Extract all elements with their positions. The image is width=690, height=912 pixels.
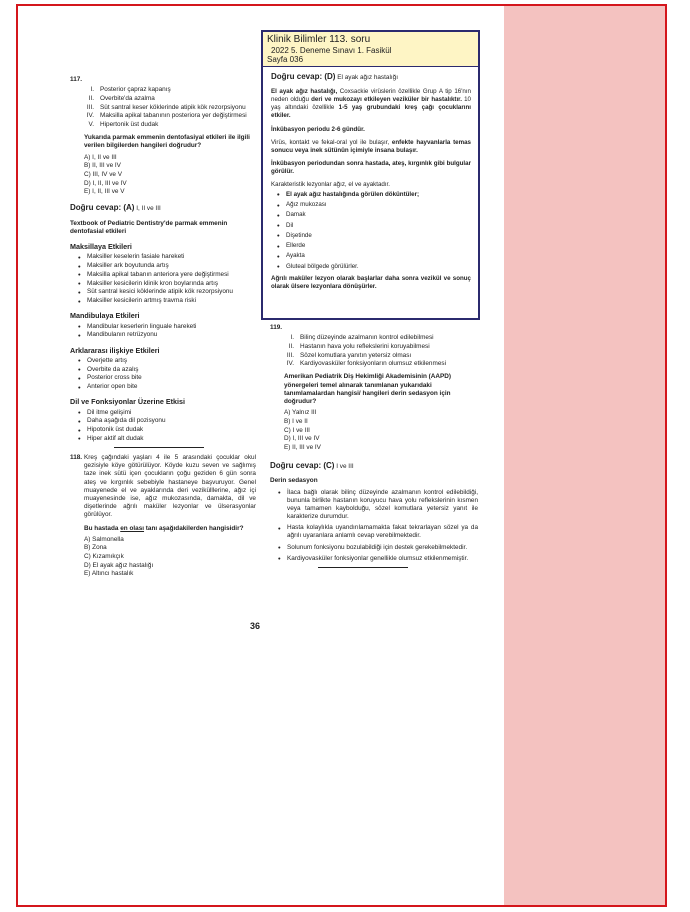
answer-option[interactable]: B) I ve II: [284, 417, 308, 425]
section-title: Arklararası ilişkiye Etkileri: [70, 345, 160, 355]
list-item: • Maksilla apikal tabanın anteriora yere değiştirmesi: [78, 271, 256, 279]
paragraph: Ağrılı maküler lezyon olarak başlarlar daha sonra vezikül ve sonuç olarak ülsere lezyonlara dönüşürler.: [271, 274, 471, 290]
paragraph: İnkübasyon periodundan sonra hastada, ateş, kırgınlık gibi bulgular görülür.: [271, 159, 471, 175]
list-item: I. Bilinç düzeyinde azalmanın kontrol edilebilmesi: [290, 334, 434, 342]
list-item: • Dil: [277, 222, 471, 230]
list-item: • El ayak ağız hastalığında görülen döküntüler;: [277, 191, 471, 199]
list-item: • Maksiller kesicilerin klinik kron boylarında artış: [78, 280, 256, 288]
section-title: Derin sedasyon: [270, 477, 318, 485]
answer-text: I, II ve III: [136, 205, 161, 213]
question-119-items: [270, 334, 478, 368]
answer-text: I ve III: [336, 463, 354, 471]
list-item: V. Hipertonik üst dudak: [88, 120, 159, 128]
answer-box-body: [263, 67, 478, 298]
bullet-list: [78, 253, 256, 305]
list-item: II. Overbite'da azalma: [88, 94, 155, 102]
list-item: III. Süt santral keser köklerinde atipik kök rezorpsiyonu: [86, 103, 246, 111]
left-column: [70, 76, 256, 579]
answer-text: El ayak ağız hastalığı: [337, 73, 398, 81]
answer-label: Doğru cevap: (A): [70, 203, 135, 213]
list-item: • Dil itme gelişimi: [78, 409, 256, 417]
question-118-options: [84, 536, 256, 579]
section-title: Dil ve Fonksiyonlar Üzerine Etkisi: [70, 397, 186, 407]
answer-box-header: [263, 32, 478, 67]
bullet-list: [78, 357, 256, 392]
bullet-list: [78, 409, 256, 444]
list-item: • Ellerde: [277, 242, 471, 250]
answer-option[interactable]: C) I ve III: [284, 426, 310, 434]
answer-option[interactable]: E) Altıncı hastalık: [84, 570, 134, 578]
paragraph: Karakteristik lezyonlar ağız, el ve ayaktadır.: [271, 180, 390, 188]
answer-box: [261, 30, 480, 320]
bullet-list: [278, 489, 478, 564]
list-item: II. Hastanın hava yolu reflekslerini koruyabilmesi: [288, 342, 430, 350]
list-item: • Ağız mukozası: [277, 201, 471, 209]
answer-option[interactable]: D) I, II, III ve IV: [84, 179, 127, 187]
paragraph: İnkübasyon periodu 2-6 gündür.: [271, 125, 365, 133]
section-title: Mandibulaya Etkileri: [70, 311, 140, 321]
question-117-stem: Yukarıda parmak emmenin dentofasiyal etkileri ile ilgili verilen bilgilerden hangileri doğrudur?: [84, 134, 250, 150]
paragraph: El ayak ağız hastalığı, Coxsackie virüslerin özellikle Grup A tip 16'nın neden olduğu deri ve mukozayı etkileyen veziküler bir hastalıktır. 10 yaş altındaki özellikle 1-5 yaş grubundaki kreş çağı çocuklarını etkiler.: [271, 88, 471, 120]
question-118-case-text: Kreş çağındaki yaşları 4 ile 5 arasındaki çocuklar okul gezisiyle köye götürülüyor. Köyde kuzu seven ve sağlımış taze inek sütü içen çocukların çoğu geziden 6 gün sonra ateş ve kırgınlık sebebiyle hastaneye başvuruyor. Genel muayenede el ve ayaklarında deri vezikülllerine, ağız içi muayenesinde ise, ağız mukozasında, damakta, dil ve dişetlerinde ağrılı maküler lezyonlar ve ülserasyonlar görülüyor.: [84, 454, 256, 519]
answer-option[interactable]: A) Salmonella: [84, 535, 124, 543]
list-item: • Overbite da azalış: [78, 366, 256, 374]
answer-option[interactable]: D) I, III ve IV: [284, 435, 320, 443]
list-item: • Anterior open bite: [78, 383, 256, 391]
divider: [114, 447, 204, 448]
list-item: • Gluteal bölgede görülürler.: [277, 263, 471, 271]
page-number: 36: [250, 621, 261, 631]
bullet-list: [277, 191, 471, 271]
list-item: • Süt santral kesici köklerinde atipik kök rezorpsiyonu: [78, 288, 256, 296]
question-119-number: 119.: [270, 324, 283, 331]
answer-option[interactable]: A) Yalnız III: [284, 409, 317, 417]
list-item: • Maksiller keselerin fasiale hareketi: [78, 253, 256, 261]
header-line-1: Klinik Bilimler 113. soru: [267, 34, 371, 45]
answer-label: Doğru cevap: (C): [270, 461, 335, 471]
question-118-case: [70, 454, 256, 520]
question-117-items: [70, 86, 256, 129]
header-line-3: Sayfa 036: [267, 54, 304, 64]
question-119-options: [284, 409, 478, 452]
list-item: IV. Maksilla apikal tabanının posteriora yer değiştirmesi: [86, 112, 247, 120]
list-item: • Maksiller ark boyutunda artış: [78, 262, 256, 270]
list-item: • Mandibular keserlerin linguale hareketi: [78, 323, 256, 331]
paragraph: Virüs, kontakt ve fekal-oral yol ile bulaşır, enfekte hayvanlarla temas sonucu veya inek sütünün içimiyle insana bulaşır.: [271, 138, 472, 154]
list-item: • Hasta kolaylıkla uyandırılamamakta fakat tekrarlayan sözel ya da ağrılı uyaranlara anlamlı cevap verebilmektedir.: [278, 524, 478, 540]
question-119-stem: Amerikan Pediatrik Diş Hekimliği Akademisinin (AAPD) yönergeleri temel alınarak tanımlanan yukarıdaki tanımlamalardan hangisi/ hangileri derin sedasyon için doğrudur?: [284, 373, 452, 405]
answer-label: Doğru cevap: (D): [271, 71, 336, 81]
list-item: • İlaca bağlı olarak bilinç düzeyinde azalmanın kontrol edilebildiği, bununla birlikte hastanın koruyucu hava yolu reflekslerinin kısmen veya tamamen kaybolduğu, sözel komutlara yetersiz yanıt ile karakterize durumdur.: [278, 489, 478, 522]
list-item: • Kardiyovasküler fonksiyonlar genellikle olumsuz etkilenmemiştir.: [278, 555, 478, 563]
question-118-answer: [271, 72, 471, 82]
list-item: • Damak: [277, 211, 471, 219]
list-item: III. Sözel komutlara yanıtın yetersiz olması: [286, 351, 412, 359]
section-title: Maksillaya Etkileri: [70, 242, 132, 252]
list-item: • Dişetinde: [277, 232, 471, 240]
question-119: [270, 324, 478, 574]
answer-option[interactable]: E) I, II, III ve V: [84, 188, 125, 196]
question-119-answer: [270, 461, 478, 471]
question-118-number: 118.: [70, 454, 83, 462]
list-item: • Hipotonik üst dudak: [78, 426, 256, 434]
explanation-intro: Textbook of Pediatric Dentistry'de parmak emmenin dentofasial etkileri: [70, 219, 228, 235]
question-118-stem: Bu hastada en olası tanı aşağıdakilerden hangisidir?: [84, 524, 244, 532]
list-item: • Posterior cross bite: [78, 374, 256, 382]
question-117-answer: [70, 203, 256, 213]
list-item: • Mandibulanın retrüzyonu: [78, 331, 256, 339]
list-item: • Maksiller kesicilerin artmış travma riski: [78, 297, 256, 305]
answer-option[interactable]: B) II, III ve IV: [84, 162, 121, 170]
answer-option[interactable]: C) III, IV ve V: [84, 170, 122, 178]
question-117-options: [84, 154, 256, 197]
list-item: IV. Kardiyovasküler fonksiyonların olumsuz etkilenmesi: [286, 360, 446, 368]
list-item: • Overjette artış: [78, 357, 256, 365]
answer-option[interactable]: E) II, III ve IV: [284, 443, 321, 451]
list-item: • Daha aşağıda dil pozisyonu: [78, 417, 256, 425]
list-item: I. Posterior çapraz kapanış: [90, 86, 171, 94]
header-line-2: 2022 5. Deneme Sınavı 1. Fasikül: [271, 45, 392, 55]
answer-option[interactable]: B) Zona: [84, 544, 107, 552]
divider: [318, 567, 408, 568]
question-117-number: 117.: [70, 76, 83, 83]
answer-option[interactable]: C) Kızamıkçık: [84, 553, 124, 561]
list-item: • Solunum fonksiyonu bozulabildiği için destek gerekebilmektedir.: [278, 544, 478, 552]
answer-option[interactable]: A) I, II ve III: [84, 153, 117, 161]
answer-option[interactable]: D) El ayak ağız hastalığı: [84, 561, 154, 569]
list-item: • Hiper aktif alt dudak: [78, 435, 256, 443]
list-item: • Ayakta: [277, 252, 471, 260]
bullet-list: [78, 323, 256, 340]
side-margin-panel: [504, 6, 665, 905]
